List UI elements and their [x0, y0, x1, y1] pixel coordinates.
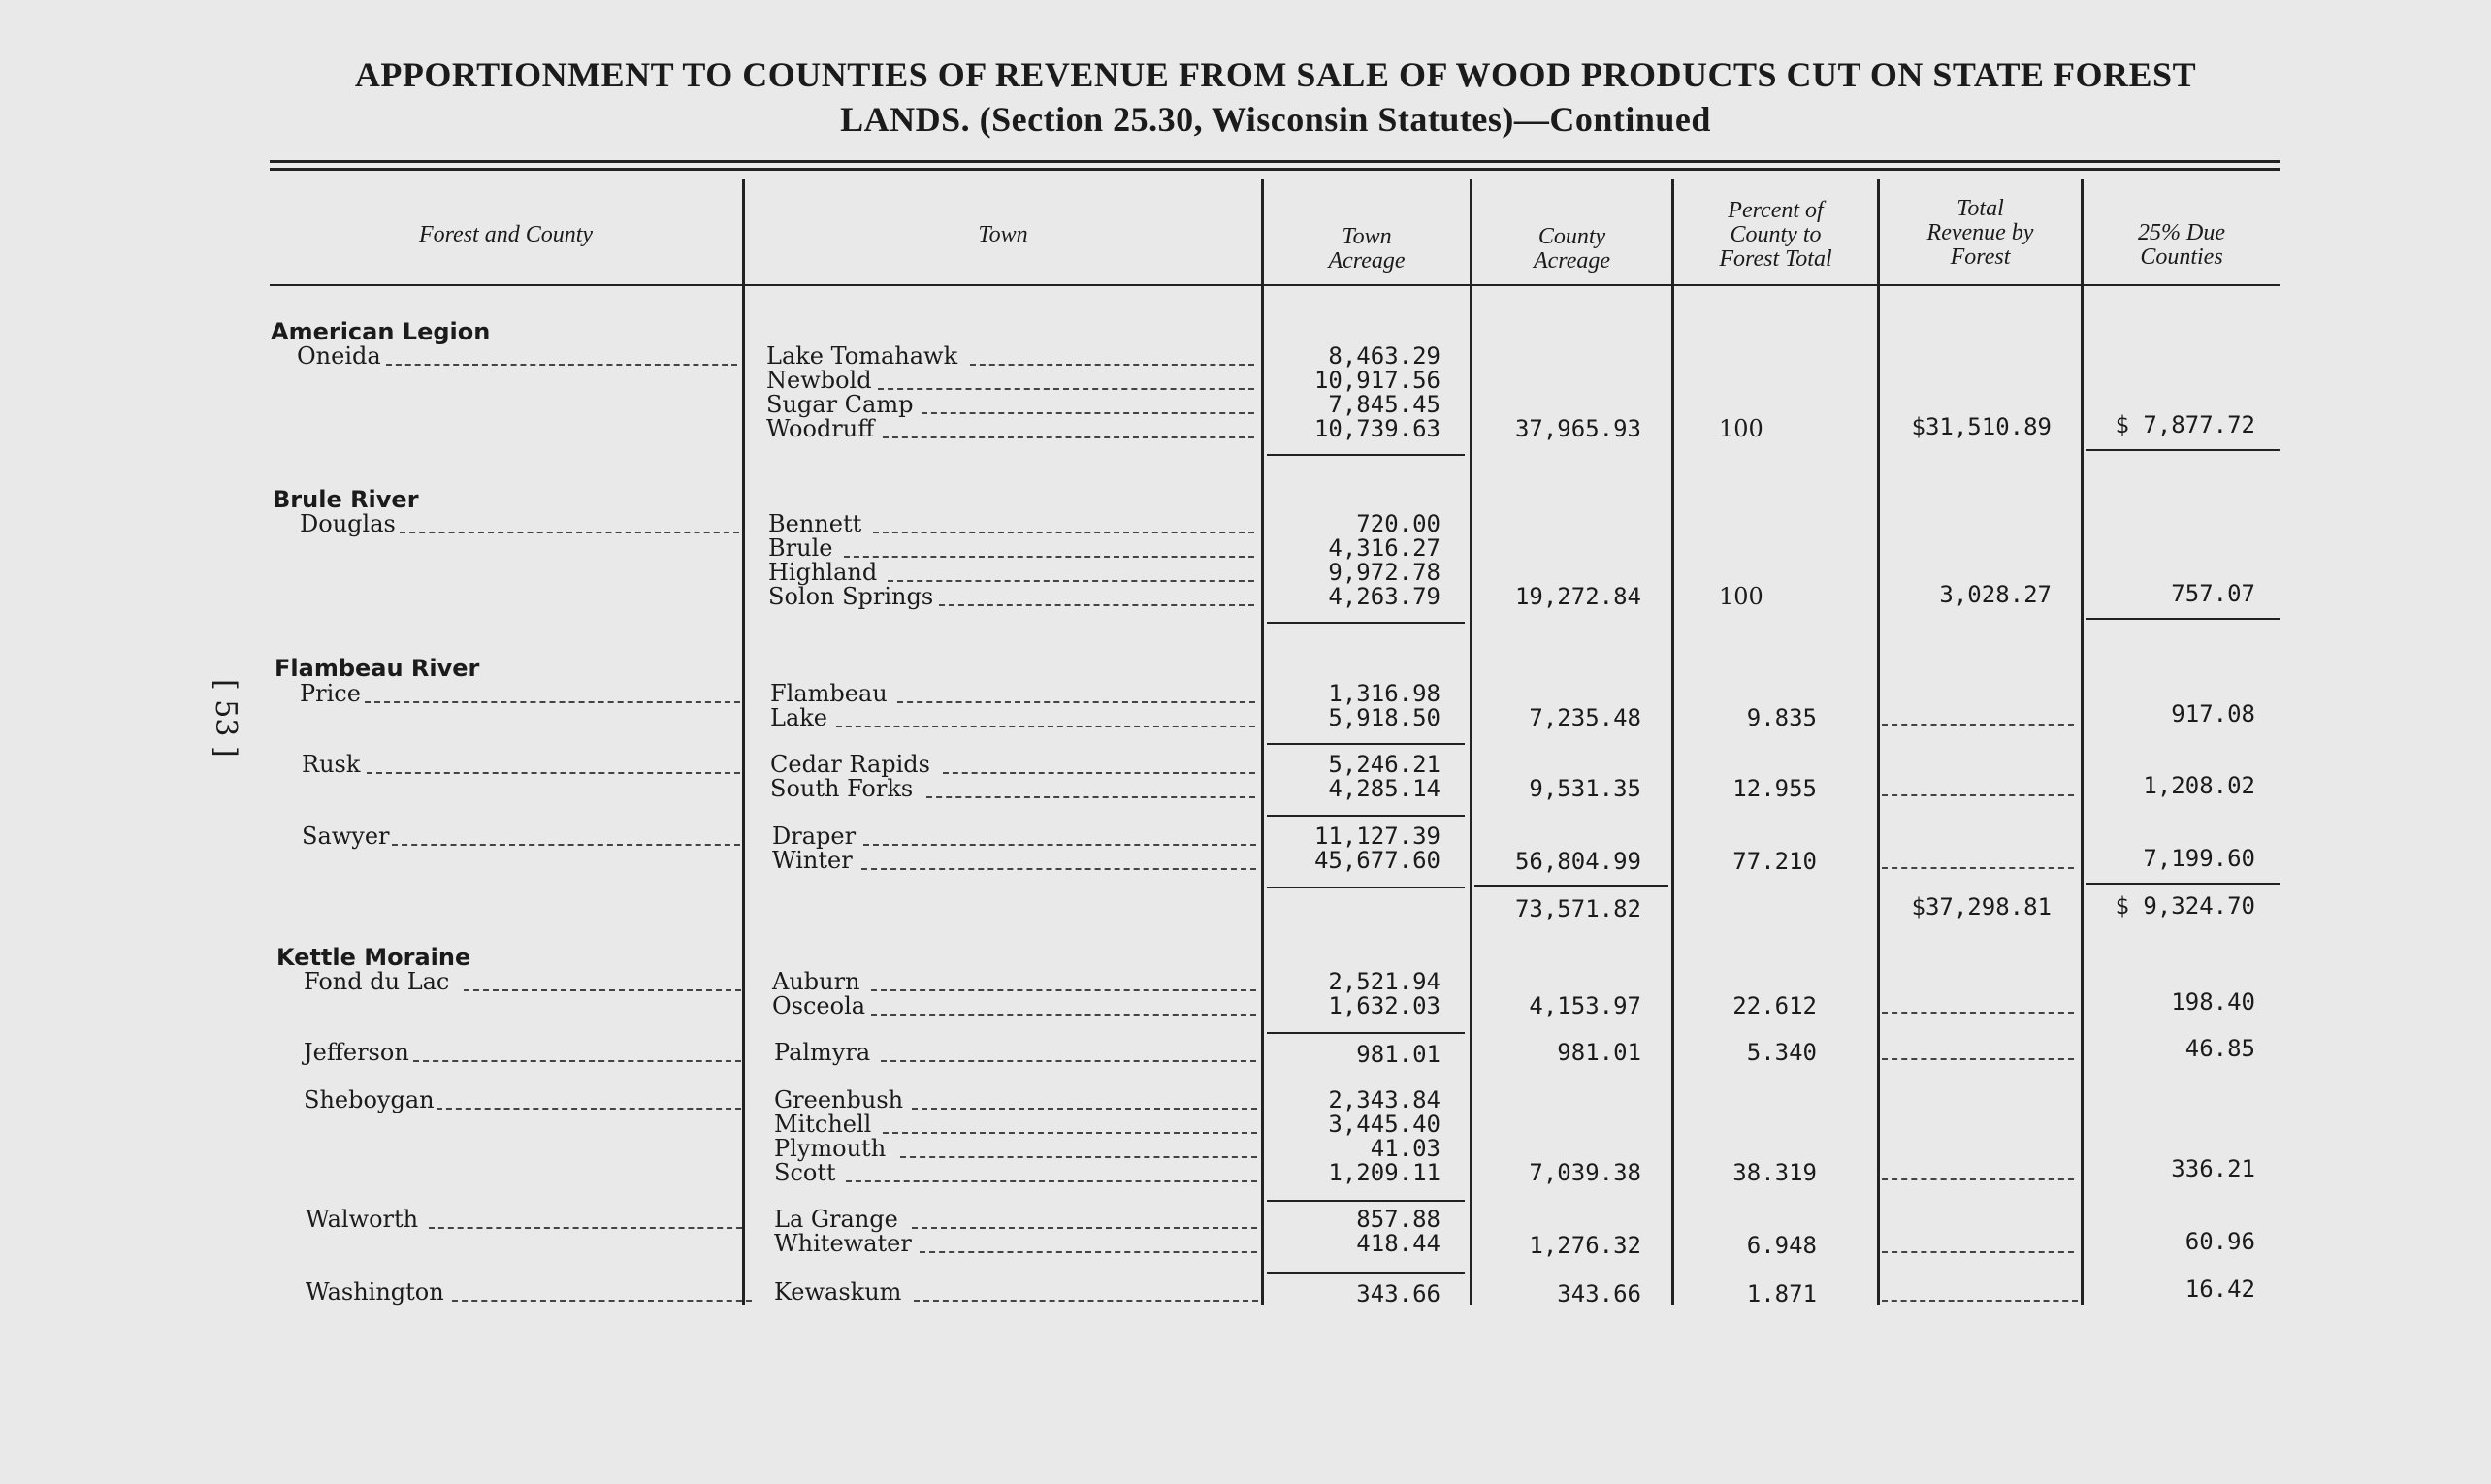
column-divider: [742, 179, 745, 1305]
header-rule: [1880, 284, 2081, 286]
town-acreage: 2,343.84: [1328, 1086, 1440, 1113]
dot-leader: [926, 796, 1255, 798]
group-rule: [1267, 622, 1465, 624]
dash-placeholder: [1882, 1300, 2078, 1302]
dot-leader: [386, 364, 737, 366]
town-name: Mitchell: [774, 1111, 872, 1138]
town-name: Flambeau: [770, 680, 888, 707]
title-line-1: APPORTIONMENT TO COUNTIES OF REVENUE FROM SALE OF WOOD PRODUCTS CUT ON STATE FOREST: [354, 55, 2197, 94]
town-name: Woodruff: [766, 415, 875, 442]
dot-leader: [846, 1180, 1257, 1182]
header-forest-county: Forest and County: [418, 222, 594, 247]
county-acreage: 1,276.32: [1529, 1232, 1641, 1259]
town-acreage: 1,209.11: [1328, 1159, 1440, 1186]
county-name: Rusk: [302, 751, 361, 778]
group-rule: [1267, 887, 1465, 888]
column-divider: [1671, 179, 1674, 1305]
town-acreage: 343.66: [1356, 1280, 1440, 1307]
county-name: Walworth: [306, 1206, 419, 1233]
county-name: Fond du Lac: [304, 968, 450, 995]
county-name: Douglas: [300, 510, 396, 537]
dot-leader: [400, 532, 739, 533]
county-acreage: 981.01: [1557, 1039, 1641, 1066]
town-acreage: 7,845.45: [1328, 391, 1440, 418]
dash-placeholder: [1882, 1058, 2074, 1060]
dash-placeholder: [1882, 1178, 2074, 1180]
town-acreage: 4,285.14: [1328, 775, 1440, 802]
due-value: 16.42: [2184, 1275, 2255, 1303]
header-total-revenue: Total Revenue by Forest: [1926, 196, 2034, 270]
town-name: Sugar Camp: [766, 391, 914, 418]
dot-leader: [871, 1014, 1256, 1016]
subtotal-rule: [1474, 885, 1668, 887]
county-acreage: 343.66: [1557, 1280, 1641, 1307]
town-acreage: 11,127.39: [1313, 823, 1440, 850]
town-name: Lake Tomahawk: [766, 342, 958, 370]
town-name: Draper: [772, 823, 857, 850]
header-due-counties: 25% Due Counties: [2138, 220, 2225, 270]
dot-leader: [452, 1300, 752, 1302]
county-name: Price: [300, 680, 361, 707]
town-acreage: 2,521.94: [1328, 968, 1440, 995]
due-rule: [2086, 449, 2280, 451]
town-acreage: 9,972.78: [1328, 559, 1440, 586]
county-name: Sheboygan: [304, 1086, 435, 1113]
town-acreage: 8,463.29: [1328, 342, 1440, 370]
dot-leader: [920, 1251, 1257, 1253]
header-county-acreage: County Acreage: [1533, 224, 1611, 274]
due-value: $ 7,877.72: [2115, 411, 2255, 438]
header-town: Town: [978, 222, 1028, 247]
dot-leader: [881, 1060, 1256, 1062]
header-rule: [2084, 284, 2280, 286]
county-acreage: 7,235.48: [1529, 704, 1641, 731]
dot-leader: [943, 772, 1255, 774]
percent-value: 100: [1719, 415, 1763, 442]
forest-name: Kettle Moraine: [276, 944, 471, 971]
town-acreage: 4,316.27: [1328, 534, 1440, 562]
header-rule: [270, 284, 742, 286]
top-double-rule-2: [270, 168, 2280, 171]
dash-placeholder: [1882, 794, 2074, 796]
header-rule: [1674, 284, 1877, 286]
dot-leader: [878, 388, 1254, 390]
county-acreage: 7,039.38: [1529, 1159, 1641, 1186]
dot-leader: [365, 701, 740, 703]
town-acreage: 5,918.50: [1328, 704, 1440, 731]
county-name: Jefferson: [304, 1039, 409, 1066]
town-name: Highland: [768, 559, 878, 586]
due-value: 917.08: [2171, 700, 2255, 727]
dot-leader: [873, 532, 1254, 533]
dot-leader: [367, 772, 740, 774]
dot-leader: [914, 1300, 1258, 1302]
dash-placeholder: [1882, 1012, 2074, 1014]
due-value: 60.96: [2184, 1228, 2255, 1255]
page-number: [ 53 ]: [209, 678, 243, 758]
percent-value: 5.340: [1746, 1039, 1817, 1066]
town-acreage: 4,263.79: [1328, 583, 1440, 610]
county-acreage: 19,272.84: [1514, 583, 1641, 610]
header-rule: [1264, 284, 1470, 286]
group-rule: [1267, 1272, 1465, 1274]
town-acreage: 10,739.63: [1313, 415, 1440, 442]
town-name: Lake: [770, 704, 827, 731]
percent-value: 6.948: [1746, 1232, 1817, 1259]
group-rule: [1267, 454, 1465, 456]
town-name: Auburn: [772, 968, 860, 995]
county-name: Washington: [306, 1278, 444, 1306]
column-divider: [1470, 179, 1472, 1305]
dot-leader: [464, 989, 741, 991]
percent-value: 77.210: [1732, 848, 1817, 875]
dot-leader: [413, 1060, 741, 1062]
revenue-value: $31,510.89: [1911, 413, 2052, 440]
dot-leader: [871, 989, 1256, 991]
group-rule: [1267, 1032, 1465, 1034]
percent-value: 38.319: [1732, 1159, 1817, 1186]
due-value: 1,208.02: [2143, 772, 2255, 799]
percent-value: 9.835: [1746, 704, 1817, 731]
town-name: Osceola: [772, 992, 866, 1019]
revenue-value: 3,028.27: [1939, 581, 2052, 608]
town-acreage: 720.00: [1356, 510, 1440, 537]
header-rule: [745, 284, 1261, 286]
town-name: Winter: [772, 847, 853, 874]
dot-leader: [912, 1108, 1257, 1110]
town-name: Whitewater: [774, 1230, 912, 1257]
town-name: Plymouth: [774, 1135, 887, 1162]
town-name: Newbold: [766, 367, 872, 394]
dot-leader: [836, 726, 1255, 727]
column-divider: [1877, 179, 1880, 1305]
forest-name: Brule River: [273, 486, 419, 513]
due-value: 198.40: [2171, 988, 2255, 1016]
forest-total-due: $ 9,324.70: [2115, 892, 2255, 919]
dot-leader: [392, 844, 740, 846]
forest-name: Flambeau River: [275, 655, 480, 682]
due-value: 336.21: [2171, 1155, 2255, 1182]
title-line-2: LANDS. (Section 25.30, Wisconsin Statutes)—Continued: [840, 100, 1711, 139]
top-double-rule-1: [270, 160, 2280, 163]
dot-leader: [897, 701, 1255, 703]
town-name: La Grange: [774, 1206, 898, 1233]
town-name: Brule: [768, 534, 833, 562]
town-acreage: 45,677.60: [1313, 847, 1440, 874]
dot-leader: [922, 412, 1254, 414]
town-name: Greenbush: [774, 1086, 904, 1113]
percent-value: 22.612: [1732, 992, 1817, 1019]
due-rule: [2086, 618, 2280, 620]
dash-placeholder: [1882, 867, 2074, 869]
town-acreage: 857.88: [1356, 1206, 1440, 1233]
due-value: 46.85: [2184, 1035, 2255, 1062]
percent-value: 100: [1719, 583, 1763, 610]
column-divider: [1261, 179, 1264, 1305]
town-name: Scott: [774, 1159, 836, 1186]
town-acreage: 418.44: [1356, 1230, 1440, 1257]
due-value: 7,199.60: [2143, 845, 2255, 872]
town-acreage: 1,632.03: [1328, 992, 1440, 1019]
header-rule: [1472, 284, 1671, 286]
dot-leader: [888, 580, 1254, 582]
town-acreage: 5,246.21: [1328, 751, 1440, 778]
group-rule: [1267, 815, 1465, 817]
dash-placeholder: [1882, 724, 2074, 726]
column-divider: [2081, 179, 2084, 1305]
dot-leader: [437, 1108, 741, 1110]
percent-value: 1.871: [1746, 1280, 1817, 1307]
dot-leader: [900, 1156, 1257, 1158]
due-rule: [2086, 883, 2280, 885]
dot-leader: [970, 364, 1254, 366]
forest-total-revenue: $37,298.81: [1911, 893, 2052, 920]
dash-placeholder: [1882, 1251, 2074, 1253]
county-acreage: 56,804.99: [1514, 848, 1641, 875]
dot-leader: [863, 844, 1256, 846]
dot-leader: [939, 604, 1254, 606]
forest-total-county-acreage: 73,571.82: [1514, 895, 1641, 922]
town-acreage: 41.03: [1370, 1135, 1440, 1162]
town-acreage: 3,445.40: [1328, 1111, 1440, 1138]
dot-leader: [912, 1227, 1257, 1229]
county-acreage: 4,153.97: [1529, 992, 1641, 1019]
due-value: 757.07: [2171, 580, 2255, 607]
percent-value: 12.955: [1732, 775, 1817, 802]
group-rule: [1267, 743, 1465, 745]
dot-leader: [429, 1227, 742, 1229]
town-acreage: 981.01: [1356, 1041, 1440, 1068]
dot-leader: [844, 556, 1254, 558]
county-acreage: 9,531.35: [1529, 775, 1641, 802]
town-name: Bennett: [768, 510, 862, 537]
town-acreage: 1,316.98: [1328, 680, 1440, 707]
dot-leader: [883, 1132, 1257, 1134]
town-name: Palmyra: [774, 1039, 871, 1066]
town-name: Kewaskum: [774, 1278, 902, 1306]
county-name: Oneida: [297, 342, 381, 370]
town-name: South Forks: [770, 775, 914, 802]
county-name: Sawyer: [302, 823, 390, 850]
header-percent: Percent of County to Forest Total: [1719, 198, 1832, 272]
town-name: Cedar Rapids: [770, 751, 930, 778]
group-rule: [1267, 1200, 1465, 1202]
county-acreage: 37,965.93: [1514, 415, 1641, 442]
dot-leader: [883, 436, 1254, 438]
forest-name: American Legion: [271, 318, 491, 345]
town-name: Solon Springs: [768, 583, 934, 610]
dot-leader: [861, 868, 1256, 870]
town-acreage: 10,917.56: [1313, 367, 1440, 394]
header-town-acreage: Town Acreage: [1328, 224, 1406, 274]
